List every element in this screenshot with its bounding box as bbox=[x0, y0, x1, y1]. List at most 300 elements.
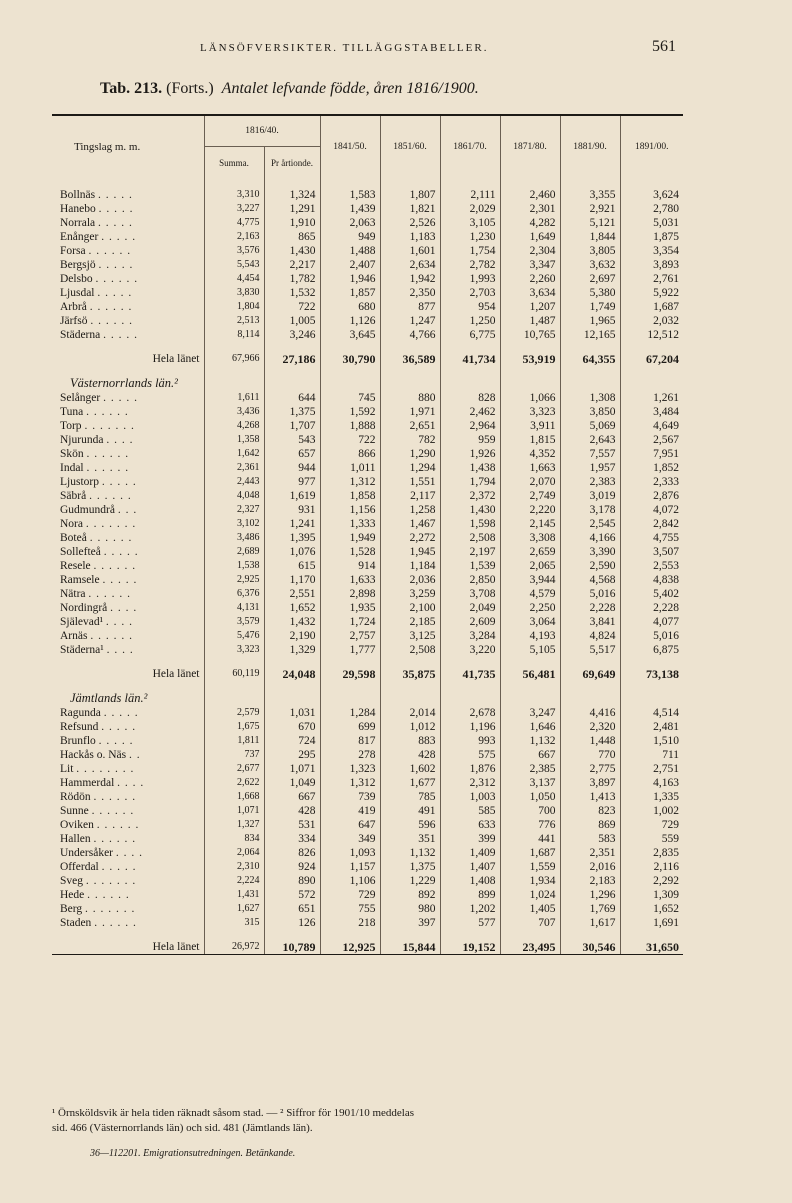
table-cell: 1,627 bbox=[204, 902, 264, 916]
table-cell: 1,408 bbox=[440, 874, 500, 888]
dot-leader: . . . . . bbox=[98, 217, 133, 229]
table-cell: 2,508 bbox=[380, 643, 440, 657]
row-name: Själevad¹ bbox=[60, 616, 104, 628]
table-cell: 3,436 bbox=[204, 405, 264, 419]
dot-leader: . . . . . . bbox=[90, 630, 133, 642]
row-name: Sveg bbox=[60, 875, 83, 887]
table-cell: 2,228 bbox=[560, 601, 620, 615]
table-cell: 2,217 bbox=[264, 258, 320, 272]
dot-leader: . . . . . bbox=[102, 574, 138, 586]
table-cell: 1,619 bbox=[264, 489, 320, 503]
table-cell: 2,545 bbox=[560, 517, 620, 531]
total-label: Hela länet bbox=[152, 353, 200, 365]
table-cell: 2,689 bbox=[204, 545, 264, 559]
table-cell: 2,063 bbox=[320, 216, 380, 230]
table-cell: 1,207 bbox=[500, 300, 560, 314]
table-cell: 2,301 bbox=[500, 202, 560, 216]
table-cell: 1,852 bbox=[620, 461, 683, 475]
table-cell: 914 bbox=[320, 559, 380, 573]
table-cell: 4,268 bbox=[204, 419, 264, 433]
row-label bbox=[52, 503, 204, 517]
table-cell: 5,380 bbox=[560, 286, 620, 300]
table-cell: 2,677 bbox=[204, 762, 264, 776]
table-row bbox=[52, 615, 683, 629]
table-cell: 3,355 bbox=[560, 188, 620, 202]
table-cell: 1,312 bbox=[320, 776, 380, 790]
header-summa: Summa. bbox=[204, 147, 264, 179]
table-row bbox=[52, 790, 683, 804]
table-cell: 5,069 bbox=[560, 419, 620, 433]
table-cell: 1,413 bbox=[560, 790, 620, 804]
table-row bbox=[52, 846, 683, 860]
table-cell: 2,260 bbox=[500, 272, 560, 286]
table-cell: 1,957 bbox=[560, 461, 620, 475]
row-label bbox=[52, 776, 204, 790]
table-row bbox=[52, 916, 683, 930]
table-cell: 4,048 bbox=[204, 489, 264, 503]
running-head bbox=[0, 38, 792, 58]
table-cell: 1,691 bbox=[620, 916, 683, 930]
table-cell: 1,646 bbox=[500, 720, 560, 734]
table-cell: 1,965 bbox=[560, 314, 620, 328]
table-cell: 866 bbox=[320, 447, 380, 461]
table-cell: 1,794 bbox=[440, 475, 500, 489]
row-label bbox=[52, 832, 204, 846]
table-cell: 3,830 bbox=[204, 286, 264, 300]
total-cell: 26,972 bbox=[204, 940, 264, 954]
page-number: 561 bbox=[652, 38, 676, 55]
row-label bbox=[52, 734, 204, 748]
table-cell: 1,184 bbox=[380, 559, 440, 573]
table-cell: 12,512 bbox=[620, 328, 683, 342]
total-cell: 60,119 bbox=[204, 667, 264, 681]
table-cell: 1,942 bbox=[380, 272, 440, 286]
row-name: Staden bbox=[60, 917, 92, 929]
table-cell: 1,002 bbox=[620, 804, 683, 818]
section-title: Västernorrlands län.² bbox=[70, 376, 178, 390]
table-cell: 4,579 bbox=[500, 587, 560, 601]
table-cell: 1,539 bbox=[440, 559, 500, 573]
table-cell: 3,579 bbox=[204, 615, 264, 629]
total-cell: 30,790 bbox=[320, 352, 380, 366]
table-cell: 993 bbox=[440, 734, 500, 748]
dot-leader: . . . . . . bbox=[86, 448, 130, 460]
table-cell: 1,156 bbox=[320, 503, 380, 517]
table-cell: 782 bbox=[380, 433, 440, 447]
table-row bbox=[52, 874, 683, 888]
table-cell: 397 bbox=[380, 916, 440, 930]
total-cell: 29,598 bbox=[320, 667, 380, 681]
table-row bbox=[52, 489, 683, 503]
table-cell: 12,165 bbox=[560, 328, 620, 342]
table-cell: 1,229 bbox=[380, 874, 440, 888]
total-cell: 41,735 bbox=[440, 667, 500, 681]
table-row bbox=[52, 300, 683, 314]
dot-leader: . . . . . . bbox=[88, 245, 132, 257]
row-name: Brunflo bbox=[60, 735, 96, 747]
table-cell: 2,462 bbox=[440, 405, 500, 419]
table-cell: 4,766 bbox=[380, 328, 440, 342]
row-label bbox=[52, 461, 204, 475]
table-cell: 2,250 bbox=[500, 601, 560, 615]
table-continued: (Forts.) bbox=[166, 80, 214, 97]
table-cell: 2,551 bbox=[264, 587, 320, 601]
row-name: Bollnäs bbox=[60, 189, 96, 201]
dot-leader: . . . . . bbox=[101, 476, 137, 488]
total-row bbox=[52, 667, 683, 681]
table-cell: 575 bbox=[440, 748, 500, 762]
table-cell: 1,592 bbox=[320, 405, 380, 419]
table-cell: 1,910 bbox=[264, 216, 320, 230]
dot-leader: . . . . . bbox=[101, 861, 137, 873]
table-cell: 2,065 bbox=[500, 559, 560, 573]
table-row bbox=[52, 888, 683, 902]
table-cell: 3,632 bbox=[560, 258, 620, 272]
total-cell: 15,844 bbox=[380, 940, 440, 954]
table-cell: 899 bbox=[440, 888, 500, 902]
table-cell: 585 bbox=[440, 804, 500, 818]
table-cell: 3,634 bbox=[500, 286, 560, 300]
row-label bbox=[52, 314, 204, 328]
table-cell: 1,430 bbox=[264, 244, 320, 258]
table-cell: 1,754 bbox=[440, 244, 500, 258]
table-cell: 4,416 bbox=[560, 706, 620, 720]
table-cell: 559 bbox=[620, 832, 683, 846]
total-cell: 35,875 bbox=[380, 667, 440, 681]
table-cell: 3,708 bbox=[440, 587, 500, 601]
table-cell: 1,375 bbox=[264, 405, 320, 419]
table-cell: 1,024 bbox=[500, 888, 560, 902]
table-cell: 3,105 bbox=[440, 216, 500, 230]
table-cell: 1,876 bbox=[440, 762, 500, 776]
table-cell: 572 bbox=[264, 888, 320, 902]
table-row bbox=[52, 258, 683, 272]
table-cell: 5,031 bbox=[620, 216, 683, 230]
table-cell: 3,284 bbox=[440, 629, 500, 643]
table-row bbox=[52, 433, 683, 447]
table-cell: 1,934 bbox=[500, 874, 560, 888]
table-cell: 1,467 bbox=[380, 517, 440, 531]
row-name: Sunne bbox=[60, 805, 89, 817]
table-cell: 977 bbox=[264, 475, 320, 489]
table-cell: 428 bbox=[380, 748, 440, 762]
table-cell: 1,309 bbox=[620, 888, 683, 902]
row-name: Hallen bbox=[60, 833, 91, 845]
header-period: 1841/50. bbox=[320, 116, 380, 178]
table-cell: 1,652 bbox=[620, 902, 683, 916]
table-cell: 1,598 bbox=[440, 517, 500, 531]
table-cell: 1,106 bbox=[320, 874, 380, 888]
dot-leader: . . . . . . bbox=[87, 889, 130, 901]
dot-leader: . . . . . . bbox=[96, 819, 140, 831]
table-cell: 980 bbox=[380, 902, 440, 916]
table-cell: 7,951 bbox=[620, 447, 683, 461]
table-cell: 1,250 bbox=[440, 314, 500, 328]
table-cell: 711 bbox=[620, 748, 683, 762]
table-cell: 4,163 bbox=[620, 776, 683, 790]
table-cell: 1,284 bbox=[320, 706, 380, 720]
spacer-row bbox=[52, 930, 683, 940]
table-cell: 1,663 bbox=[500, 461, 560, 475]
table-cell: 2,761 bbox=[620, 272, 683, 286]
table-cell: 670 bbox=[264, 720, 320, 734]
table-row bbox=[52, 475, 683, 489]
table-cell: 1,308 bbox=[560, 391, 620, 405]
table-cell: 1,011 bbox=[320, 461, 380, 475]
row-label bbox=[52, 545, 204, 559]
row-label bbox=[52, 706, 204, 720]
footnotes bbox=[52, 1106, 692, 1136]
statistics-table bbox=[52, 114, 683, 955]
table-cell: 2,292 bbox=[620, 874, 683, 888]
dot-leader: . . . . . . bbox=[90, 315, 133, 327]
table-cell: 1,652 bbox=[264, 601, 320, 615]
table-cell: 1,935 bbox=[320, 601, 380, 615]
table-cell: 1,559 bbox=[500, 860, 560, 874]
table-cell: 2,609 bbox=[440, 615, 500, 629]
table-cell: 1,804 bbox=[204, 300, 264, 314]
table-cell: 745 bbox=[320, 391, 380, 405]
row-name: Nora bbox=[60, 518, 83, 530]
row-label bbox=[52, 804, 204, 818]
table-cell: 596 bbox=[380, 818, 440, 832]
table-cell: 1,611 bbox=[204, 391, 264, 405]
dot-leader: . . . . . . bbox=[89, 301, 133, 313]
table-cell: 5,476 bbox=[204, 629, 264, 643]
total-row bbox=[52, 352, 683, 366]
total-cell: 67,966 bbox=[204, 352, 264, 366]
births-table bbox=[52, 116, 683, 954]
table-row bbox=[52, 720, 683, 734]
spacer-row bbox=[52, 681, 683, 691]
row-label bbox=[52, 860, 204, 874]
total-cell: 73,138 bbox=[620, 667, 683, 681]
row-name: Nätra bbox=[60, 588, 86, 600]
table-cell: 1,003 bbox=[440, 790, 500, 804]
table-cell: 2,145 bbox=[500, 517, 560, 531]
dot-leader: . . . . . . bbox=[89, 490, 132, 502]
table-cell: 823 bbox=[560, 804, 620, 818]
table-cell: 4,072 bbox=[620, 503, 683, 517]
table-cell: 2,921 bbox=[560, 202, 620, 216]
table-cell: 1,071 bbox=[204, 804, 264, 818]
table-cell: 1,687 bbox=[620, 300, 683, 314]
table-cell: 3,227 bbox=[204, 202, 264, 216]
row-name: Hackås o. Näs bbox=[60, 749, 127, 761]
table-cell: 680 bbox=[320, 300, 380, 314]
table-cell: 3,911 bbox=[500, 419, 560, 433]
row-name: Ljustorp bbox=[60, 476, 99, 488]
table-cell: 1,296 bbox=[560, 888, 620, 902]
table-cell: 2,526 bbox=[380, 216, 440, 230]
row-label bbox=[52, 475, 204, 489]
table-cell: 4,649 bbox=[620, 419, 683, 433]
table-cell: 491 bbox=[380, 804, 440, 818]
table-cell: 2,757 bbox=[320, 629, 380, 643]
table-cell: 295 bbox=[264, 748, 320, 762]
row-name: Sollefteå bbox=[60, 546, 101, 558]
header-period: 1871/80. bbox=[500, 116, 560, 178]
table-cell: 2,350 bbox=[380, 286, 440, 300]
table-cell: 3,484 bbox=[620, 405, 683, 419]
row-name: Ljusdal bbox=[60, 287, 95, 299]
row-label bbox=[52, 489, 204, 503]
table-row bbox=[52, 832, 683, 846]
table-cell: 834 bbox=[204, 832, 264, 846]
table-cell: 1,230 bbox=[440, 230, 500, 244]
total-cell: 56,481 bbox=[500, 667, 560, 681]
table-cell: 949 bbox=[320, 230, 380, 244]
spacer-row bbox=[52, 657, 683, 667]
dot-leader: . . . . . bbox=[98, 259, 134, 271]
table-row bbox=[52, 461, 683, 475]
table-cell: 3,576 bbox=[204, 244, 264, 258]
table-cell: 2,460 bbox=[500, 188, 560, 202]
table-cell: 707 bbox=[500, 916, 560, 930]
table-cell: 1,438 bbox=[440, 461, 500, 475]
table-cell: 583 bbox=[560, 832, 620, 846]
row-label bbox=[52, 258, 204, 272]
dot-leader: . . . . . bbox=[103, 707, 139, 719]
table-cell: 1,407 bbox=[440, 860, 500, 874]
row-label bbox=[52, 230, 204, 244]
table-row bbox=[52, 272, 683, 286]
row-label bbox=[52, 720, 204, 734]
table-cell: 1,066 bbox=[500, 391, 560, 405]
table-cell: 1,602 bbox=[380, 762, 440, 776]
table-row bbox=[52, 643, 683, 657]
dot-leader: . . . . . bbox=[103, 546, 139, 558]
table-cell: 2,643 bbox=[560, 433, 620, 447]
table-cell: 737 bbox=[204, 748, 264, 762]
table-cell: 1,875 bbox=[620, 230, 683, 244]
table-cell: 4,514 bbox=[620, 706, 683, 720]
table-cell: 1,724 bbox=[320, 615, 380, 629]
table-row bbox=[52, 818, 683, 832]
row-label bbox=[52, 272, 204, 286]
row-label bbox=[52, 244, 204, 258]
row-label bbox=[52, 916, 204, 930]
table-cell: 3,178 bbox=[560, 503, 620, 517]
table-cell: 2,190 bbox=[264, 629, 320, 643]
table-cell: 1,375 bbox=[380, 860, 440, 874]
table-cell: 1,323 bbox=[320, 762, 380, 776]
table-cell: 2,703 bbox=[440, 286, 500, 300]
table-cell: 1,769 bbox=[560, 902, 620, 916]
row-name: Rödön bbox=[60, 791, 91, 803]
table-cell: 3,486 bbox=[204, 531, 264, 545]
table-cell: 892 bbox=[380, 888, 440, 902]
running-head-text: LÄNSÖFVERSIKTER. TILLÄGGSTABELLER. bbox=[200, 42, 489, 54]
table-cell: 647 bbox=[320, 818, 380, 832]
table-cell: 1,601 bbox=[380, 244, 440, 258]
table-cell: 1,668 bbox=[204, 790, 264, 804]
table-cell: 1,971 bbox=[380, 405, 440, 419]
table-cell: 1,888 bbox=[320, 419, 380, 433]
table-cell: 1,157 bbox=[320, 860, 380, 874]
table-title bbox=[100, 80, 740, 98]
table-row bbox=[52, 573, 683, 587]
table-cell: 1,538 bbox=[204, 559, 264, 573]
table-cell: 1,844 bbox=[560, 230, 620, 244]
table-cell: 8,114 bbox=[204, 328, 264, 342]
table-cell: 4,775 bbox=[204, 216, 264, 230]
table-cell: 5,016 bbox=[560, 587, 620, 601]
table-row bbox=[52, 447, 683, 461]
dot-leader: . . . . . . bbox=[93, 791, 137, 803]
table-row bbox=[52, 545, 683, 559]
table-cell: 577 bbox=[440, 916, 500, 930]
table-cell: 1,335 bbox=[620, 790, 683, 804]
table-row bbox=[52, 748, 683, 762]
dot-leader: . . . . . . . bbox=[85, 903, 136, 915]
table-cell: 1,551 bbox=[380, 475, 440, 489]
table-row bbox=[52, 776, 683, 790]
table-cell: 699 bbox=[320, 720, 380, 734]
table-cell: 729 bbox=[320, 888, 380, 902]
table-row bbox=[52, 216, 683, 230]
table-cell: 1,675 bbox=[204, 720, 264, 734]
row-label bbox=[52, 818, 204, 832]
table-cell: 1,183 bbox=[380, 230, 440, 244]
footnote-line: ¹ Örnsköldsvik är hela tiden räknadt såsom stad. — ² Siffror för 1901/10 meddelas bbox=[52, 1107, 414, 1119]
row-label bbox=[52, 286, 204, 300]
table-cell: 1,294 bbox=[380, 461, 440, 475]
table-cell: 3,850 bbox=[560, 405, 620, 419]
dot-leader: . . . . . . bbox=[91, 805, 135, 817]
table-cell: 2,553 bbox=[620, 559, 683, 573]
table-cell: 729 bbox=[620, 818, 683, 832]
table-cell: 651 bbox=[264, 902, 320, 916]
table-cell: 2,749 bbox=[500, 489, 560, 503]
row-label bbox=[52, 188, 204, 202]
table-cell: 3,064 bbox=[500, 615, 560, 629]
total-cell: 31,650 bbox=[620, 940, 683, 954]
table-cell: 4,755 bbox=[620, 531, 683, 545]
table-row bbox=[52, 559, 683, 573]
table-cell: 3,019 bbox=[560, 489, 620, 503]
row-label bbox=[52, 216, 204, 230]
table-cell: 1,583 bbox=[320, 188, 380, 202]
table-cell: 6,376 bbox=[204, 587, 264, 601]
dot-leader: . . . . . . bbox=[95, 273, 139, 285]
table-cell: 419 bbox=[320, 804, 380, 818]
table-cell: 4,282 bbox=[500, 216, 560, 230]
table-cell: 1,633 bbox=[320, 573, 380, 587]
table-row bbox=[52, 587, 683, 601]
table-cell: 2,385 bbox=[500, 762, 560, 776]
table-number: Tab. 213. bbox=[100, 80, 163, 97]
dot-leader: . . . . . . bbox=[94, 917, 137, 929]
table-cell: 1,431 bbox=[204, 888, 264, 902]
table-cell: 5,016 bbox=[620, 629, 683, 643]
header-period: 1891/00. bbox=[620, 116, 683, 178]
dot-leader: . . . . . bbox=[98, 189, 133, 201]
printer-signature: 36—112201. Emigrationsutredningen. Betänkande. bbox=[90, 1148, 296, 1159]
table-cell: 722 bbox=[320, 433, 380, 447]
table-cell: 2,036 bbox=[380, 573, 440, 587]
table-cell: 2,163 bbox=[204, 230, 264, 244]
table-cell: 1,432 bbox=[264, 615, 320, 629]
table-cell: 1,333 bbox=[320, 517, 380, 531]
table-cell: 944 bbox=[264, 461, 320, 475]
table-cell: 3,624 bbox=[620, 188, 683, 202]
table-row bbox=[52, 601, 683, 615]
dot-leader: . . . . bbox=[110, 602, 138, 614]
row-name: Refsund bbox=[60, 721, 99, 733]
dot-leader: . . . . bbox=[117, 777, 145, 789]
row-label bbox=[52, 405, 204, 419]
